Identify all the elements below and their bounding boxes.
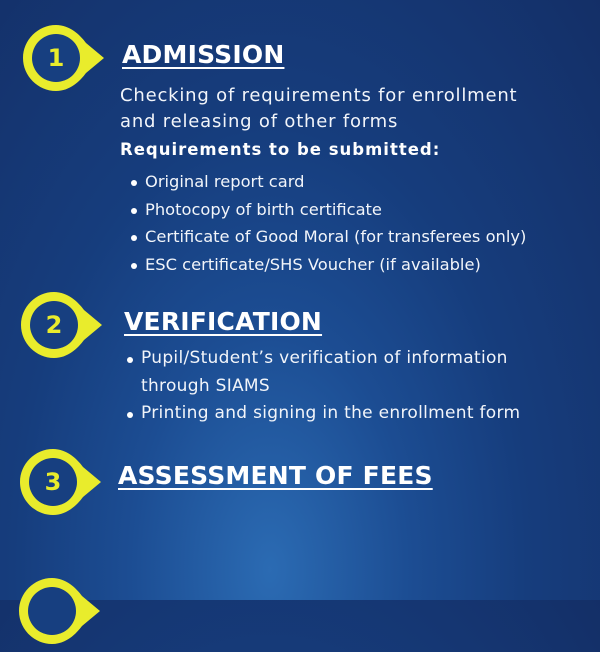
requirements-heading: Requirements to be submitted: <box>120 140 441 159</box>
step-2-title: VERIFICATION <box>124 307 323 336</box>
step-4-marker <box>14 572 134 652</box>
list-item: Pupil/Student’s verification of information through SIAMS <box>125 345 555 400</box>
step-3-marker <box>15 443 135 523</box>
list-item: Original report card <box>129 168 589 196</box>
step-3-number: 3 <box>44 468 62 496</box>
step-4-badge-icon <box>14 572 134 652</box>
verification-list <box>125 345 555 428</box>
list-item: Photocopy of birth certificate <box>129 196 589 224</box>
step-1-number: 1 <box>47 44 65 72</box>
list-item: Printing and signing in the enrollment form <box>125 400 555 428</box>
step-1-title: ADMISSION <box>122 40 285 69</box>
step-2-marker <box>16 286 136 366</box>
requirements-list <box>129 168 589 278</box>
list-item: Certificate of Good Moral (for transferees only) <box>129 223 589 251</box>
step-1-description: Checking of requirements for enrollment and releasing of other forms <box>120 85 518 132</box>
list-item: ESC certificate/SHS Voucher (if available) <box>129 251 589 279</box>
step-2-number: 2 <box>45 311 63 339</box>
step-3-title: ASSESSMENT OF FEES <box>118 461 433 490</box>
